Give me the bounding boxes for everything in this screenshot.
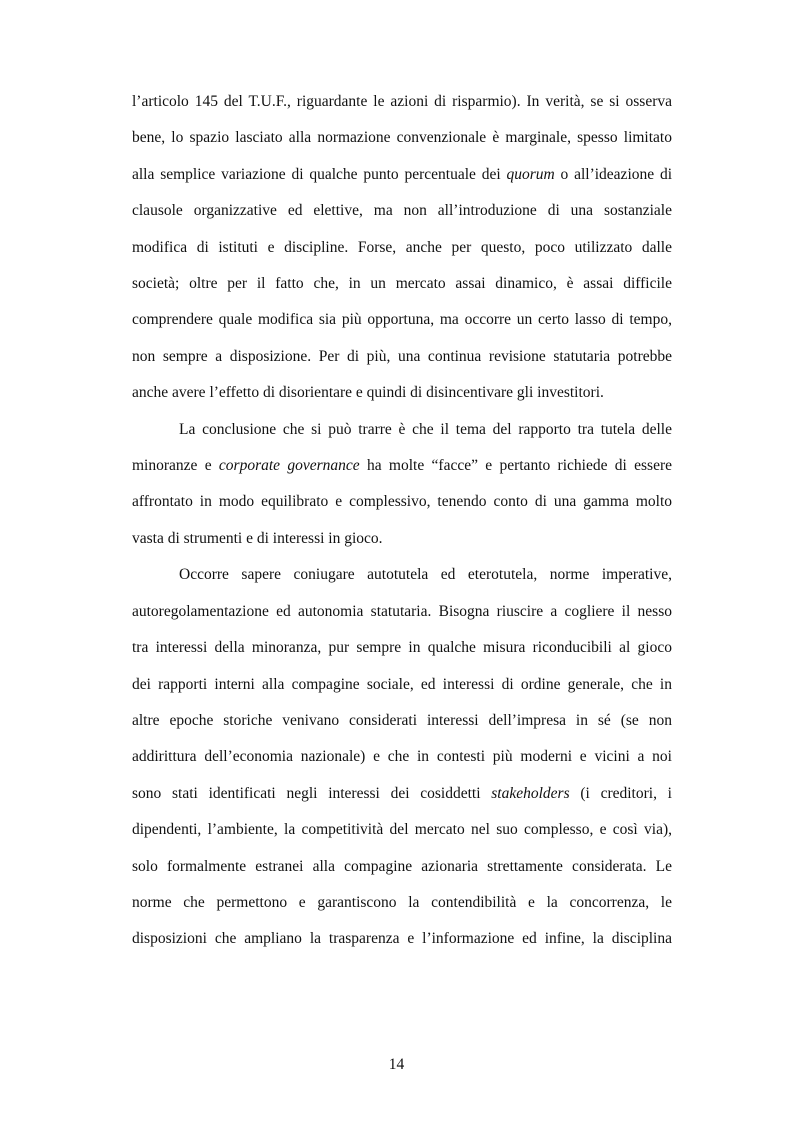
text-line: vasta di strumenti e di interessi in gioco. — [132, 529, 383, 547]
text-line: tra interessi della minoranza, pur sempre in qualche misura riconducibili al gioco — [132, 639, 672, 657]
text-line: autoregolamentazione ed autonomia statutaria. Bisogna riuscire a cogliere il nesso — [132, 602, 672, 620]
text-line: bene, lo spazio lasciato alla normazione convenzionale è marginale, spesso limitato — [132, 129, 672, 147]
text-line: La conclusione che si può trarre è che il tema del rapporto tra tutela delle — [179, 420, 672, 438]
text-line: società; oltre per il fatto che, in un mercato assai dinamico, è assai difficile — [132, 275, 672, 293]
text-line: disposizioni che ampliano la trasparenza e l’informazione ed infine, la disciplina — [132, 930, 672, 948]
text-line: minoranze e corporate governance ha molte “facce” e pertanto richiede di essere — [132, 457, 673, 475]
text-line: alla semplice variazione di qualche punto percentuale dei quorum o all’ideazione di — [132, 165, 672, 183]
text-line: anche avere l’effetto di disorientare e quindi di disincentivare gli investitori. — [132, 384, 604, 402]
text-line: dipendenti, l’ambiente, la competitività del mercato nel suo complesso, e così via), — [132, 821, 672, 839]
text-line: dei rapporti interni alla compagine sociale, ed interessi di ordine generale, che in — [132, 675, 672, 693]
italic-term: stakeholders — [491, 784, 570, 802]
text-line: solo formalmente estranei alla compagine azionaria strettamente considerata. Le — [132, 857, 672, 875]
text-line: altre epoche storiche venivano considerati interessi dell’impresa in sé (se non — [132, 711, 672, 729]
text-line: Occorre sapere coniugare autotutela ed eterotutela, norme imperative, — [179, 566, 672, 584]
paragraph — [132, 84, 672, 412]
italic-term: corporate governance — [218, 457, 360, 475]
text-line: addirittura dell’economia nazionale) e che in contesti più moderni e vicini a noi — [132, 748, 672, 766]
text-line: non sempre a disposizione. Per di più, una continua revisione statutaria potrebbe — [132, 347, 672, 365]
text-line: affrontato in modo equilibrato e complessivo, tenendo conto di una gamma molto — [132, 493, 672, 511]
text-line: clausole organizzative ed elettive, ma non all’introduzione di una sostanziale — [132, 202, 672, 220]
paragraph — [132, 412, 672, 558]
page-number: 14 — [388, 1056, 405, 1073]
page-body — [132, 84, 672, 958]
text-line: l’articolo 145 del T.U.F., riguardante le azioni di risparmio). In verità, se si osserva — [132, 93, 672, 110]
text-line: modifica di istituti e discipline. Forse, anche per questo, poco utilizzato dalle — [132, 238, 672, 256]
paragraph — [132, 557, 672, 957]
text-line: comprendere quale modifica sia più opportuna, ma occorre un certo lasso di tempo, — [132, 311, 672, 329]
italic-term: quorum — [506, 165, 555, 183]
text-line: norme che permettono e garantiscono la contendibilità e la concorrenza, le — [132, 893, 672, 911]
text-line: sono stati identificati negli interessi dei cosiddetti stakeholders (i creditori, i — [132, 784, 672, 802]
